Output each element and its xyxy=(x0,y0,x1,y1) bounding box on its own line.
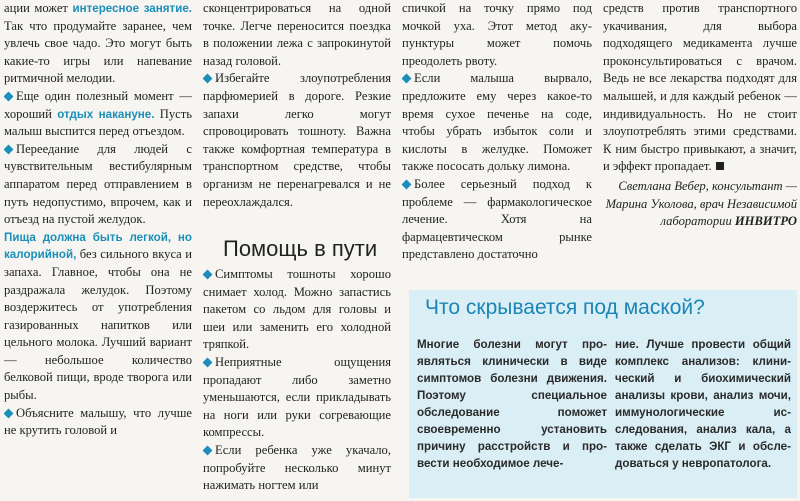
diamond-bullet-icon xyxy=(203,358,212,368)
paragraph: Еще один полезный момент — хороший отдых накануне. Пусть малыш выспится перед отъездом. xyxy=(4,88,192,139)
article-column-2-top xyxy=(203,0,391,232)
article-column-4 xyxy=(603,0,797,285)
paragraph: Если малыша вырвало, предложите ему через какое-то время сухое печенье на соде, чтобы убрать избыток соли и кислоты в желудке. Поможет также пососать дольку лимона. xyxy=(402,71,592,174)
diamond-bullet-icon xyxy=(203,270,212,280)
paragraph: Неприятные ощущения пропадают либо заметно уменьшаются, если прикладывать на ноги или руки согревающие компрессы. xyxy=(203,354,391,440)
article-column-2-bottom xyxy=(203,266,391,501)
highlight-phrase: отдых накануне. xyxy=(57,107,155,121)
end-of-article-icon xyxy=(716,162,724,170)
paragraph: сконцентрироваться на одной точке. Легче переносится поездка в положении лежа с запрокинутой назад головой. xyxy=(203,1,391,68)
section-heading: Помощь в пути xyxy=(223,236,378,261)
author-signature: Светлана Вебер, консультант — Марина Уколова, врач Независимой лаборатории ИНВИТРО xyxy=(605,178,797,229)
lab-name: ИНВИТРО xyxy=(734,214,797,229)
paragraph: Пища должна быть легкой, но калорийной, без сильного вкуса и запаха. Главное, чтобы она не раздражала желудок. Поэтому воздержитесь от употребления газированных напитков или цельного молока. Лучший вариант — небольшое количество белковой пищи, вроде творога или рыбы. xyxy=(4,230,192,403)
paragraph: ации может интересное занятие. Так что продумайте заранее, чем увлечь свое чадо. Это могут быть какие-то игры или напевание ритмичной мелодии. xyxy=(4,1,192,86)
paragraph: Переедание для людей с чувствительным вестибулярным аппаратом перед отправлением в путь недопустимо, впрочем, как и отъезд на пустой желудок. xyxy=(4,141,192,227)
paragraph: спичкой на точку прямо под мочкой уха. Этот метод акупунктуры может помочь преодолеть рвоту. xyxy=(402,1,592,68)
diamond-bullet-icon xyxy=(203,74,212,84)
sidebar-box xyxy=(409,290,797,498)
diamond-bullet-icon xyxy=(402,74,411,84)
diamond-bullet-icon xyxy=(203,446,212,456)
highlight-phrase: Пища должна быть легкой, но калорийной, xyxy=(4,230,192,262)
highlight-phrase: интересное занятие. xyxy=(72,2,192,15)
paragraph: Объясните малышу, что лучше не крутить головой и xyxy=(4,405,192,438)
diamond-bullet-icon xyxy=(402,180,411,190)
paragraph: Избегайте злоупотребления парфюмерией в дороге. Резкие запахи легко могут спровоцировать тошноту. Важна также комфортная температура в транспортном средстве, чтобы организм не перенагревался и не переохлаждался. xyxy=(203,71,391,209)
diamond-bullet-icon xyxy=(4,144,13,154)
paragraph: Если ребенка уже укачало, попробуйте несколько минут нажимать ногтем или xyxy=(203,442,391,493)
article-column-3 xyxy=(402,0,592,270)
diamond-bullet-icon xyxy=(4,408,13,418)
box-title: Что скрывается под маской? xyxy=(425,296,705,319)
paragraph: средств против транспортного укачивания, для выбора подходящего медикамента лучше проконсультироваться с врачом. Ведь не все лекарства подходят для малышей, и для каждый ребенок — индивидуальность. Но не стоит злоупотреблять этими средствами. К ним быстро привыкают, а значит, и эффект пропадает. xyxy=(603,1,797,174)
paragraph: Более серьезный подход к проблеме — фармакологическое лечение. Хотя на фармацевтическом рынке представлено достаточно xyxy=(402,176,592,262)
box-text-column-2: ние. Лучше провести общий комплекс анализов: клинический и биохимический анализы крови, анализ мочи, иммунологические исследования, анализ кала, а также сделать ЭКГ и обследоваться у невропатолога. xyxy=(615,338,791,470)
article-column-1 xyxy=(4,0,192,501)
diamond-bullet-icon xyxy=(4,92,13,102)
paragraph: Симптомы тошноты хорошо снимает холод. Можно запастись пакетом со льдом для головы и шеи или заменить его холодной тряпкой. xyxy=(203,267,391,352)
box-text-column-1: Многие болезни могут проявляться клинически в виде симптомов болезни движения. Поэтому специальное обследование поможет своевременно установить причину расстройств и провести необходимое лече- xyxy=(417,338,607,470)
